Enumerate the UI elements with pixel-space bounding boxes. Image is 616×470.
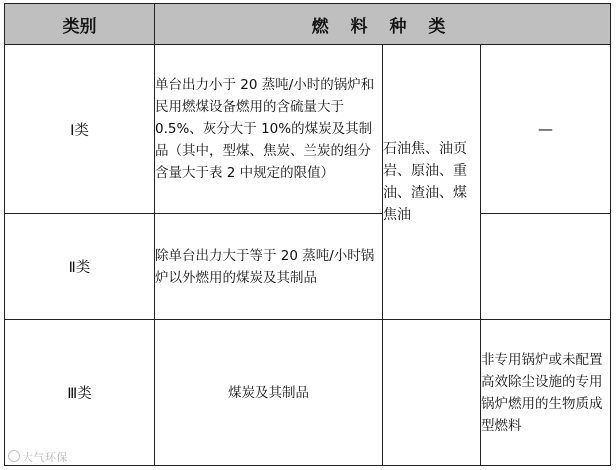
watermark-text: 大气环保 xyxy=(22,451,68,464)
row-category-label: Ⅰ类 xyxy=(5,45,155,214)
row-fuel-description: 除单台出力大于等于 20 蒸吨/小时锅炉以外燃用的煤炭及其制品 xyxy=(155,214,383,320)
biomass-fuel-cell: 非专用锅炉或未配置高效除尘设施的专用锅炉燃用的生物质成型燃料 xyxy=(481,320,611,466)
table-row xyxy=(5,320,611,466)
row-fuel-description: 煤炭及其制品 xyxy=(155,320,383,466)
watermark xyxy=(8,449,68,465)
header-category: 类别 xyxy=(5,4,155,45)
table-row xyxy=(5,214,611,320)
watermark-logo-icon xyxy=(8,450,20,462)
shared-fuel-cell: 石油焦、油页岩、原油、重油、渣油、煤焦油 xyxy=(383,45,481,320)
row-category-label: Ⅲ类 xyxy=(5,320,155,466)
header-fuel-types: 燃 料 种 类 xyxy=(155,4,611,45)
table-header-row xyxy=(5,4,611,45)
empty-cell xyxy=(383,320,481,466)
row-fuel-description: 单台出力小于 20 蒸吨/小时的锅炉和民用燃煤设备燃用的含硫量大于 0.5%、灰分大于 10%的煤炭及其制品（其中，型煤、焦炭、兰炭的组分含量大于表 2 中规定的限值） xyxy=(155,45,383,214)
row-dash-cell: — xyxy=(481,45,611,214)
fuel-category-table xyxy=(4,3,611,466)
row-category-label: Ⅱ类 xyxy=(5,214,155,320)
empty-cell xyxy=(481,214,611,320)
table-row xyxy=(5,45,611,214)
